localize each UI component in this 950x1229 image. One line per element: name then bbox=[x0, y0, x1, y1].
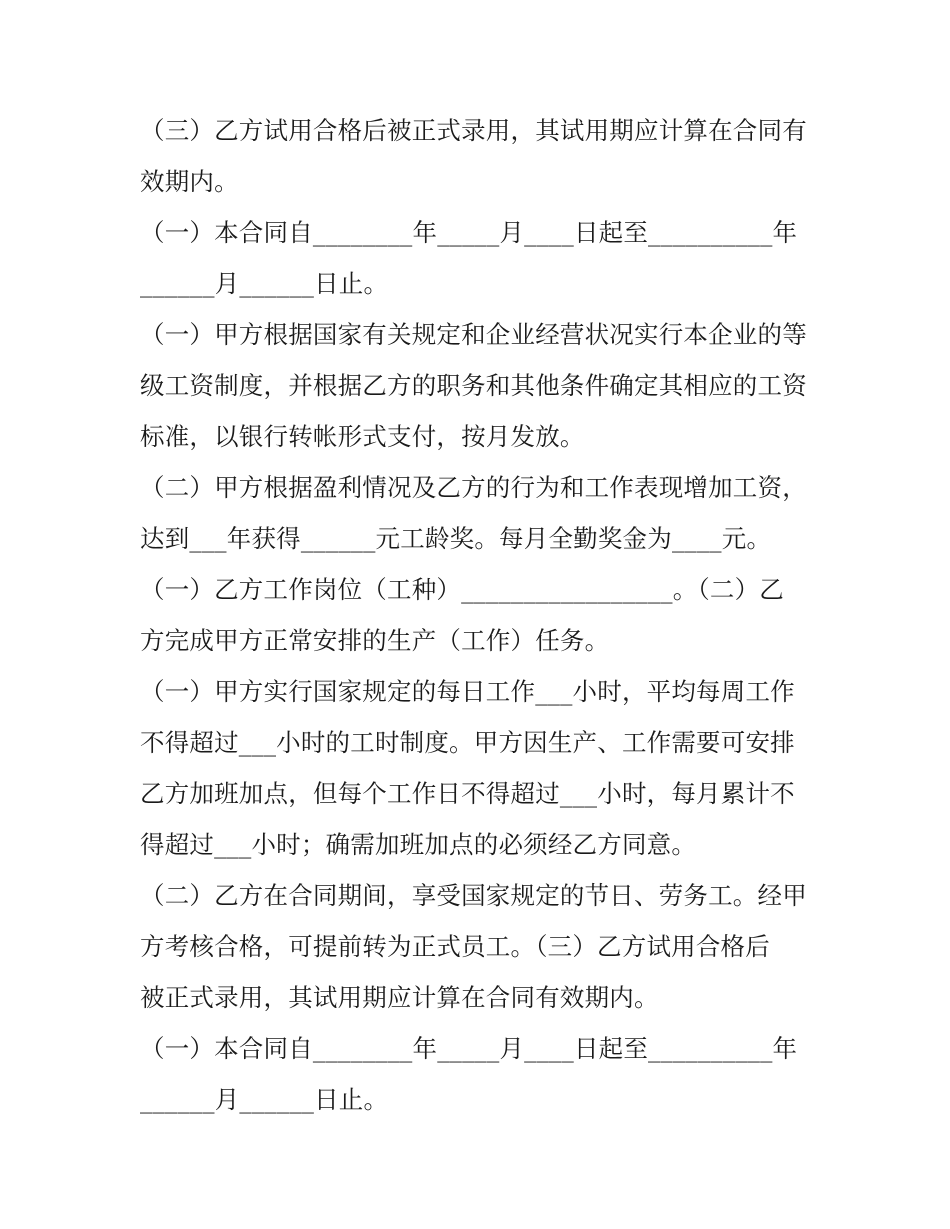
text-line: （一）甲方根据国家有关规定和企业经营状况实行本企业的等 bbox=[140, 320, 807, 349]
text-line: ______月______日止。 bbox=[140, 269, 389, 298]
document-body bbox=[140, 105, 820, 1125]
text-line: 达到___年获得______元工龄奖。每月全勤奖金为____元。 bbox=[140, 524, 772, 553]
paragraph-contract-term-repeat bbox=[140, 1023, 820, 1125]
paragraph-trial-period bbox=[140, 105, 820, 207]
text-line: （一）本合同自________年_____月____日起至__________年 bbox=[140, 1034, 798, 1063]
text-line: （二）乙方在合同期间，享受国家规定的节日、劳务工。经甲 bbox=[140, 881, 807, 910]
text-line: 效期内。 bbox=[140, 167, 239, 196]
text-line: （一）乙方工作岗位（工种）_________________。（二）乙 bbox=[140, 575, 784, 604]
text-line: 方完成甲方正常安排的生产（工作）任务。 bbox=[140, 626, 610, 655]
text-line: （一）本合同自________年_____月____日起至__________年 bbox=[140, 218, 798, 247]
text-line: （二）甲方根据盈利情况及乙方的行为和工作表现增加工资， bbox=[140, 473, 807, 502]
text-line: 被正式录用，其试用期应计算在合同有效期内。 bbox=[140, 983, 659, 1012]
text-line: （三）乙方试用合格后被正式录用，其试用期应计算在合同有 bbox=[140, 116, 807, 145]
paragraph-working-hours bbox=[140, 666, 820, 870]
text-line: （一）甲方实行国家规定的每日工作___小时，平均每周工作 bbox=[140, 677, 795, 706]
text-line: ______月______日止。 bbox=[140, 1085, 389, 1114]
paragraph-holidays-and-trial bbox=[140, 870, 820, 1023]
paragraph-wage-increase bbox=[140, 462, 820, 564]
paragraph-contract-term bbox=[140, 207, 820, 309]
text-line: 不得超过___小时的工时制度。甲方因生产、工作需要可安排 bbox=[140, 728, 795, 757]
text-line: 乙方加班加点，但每个工作日不得超过___小时，每月累计不 bbox=[140, 779, 795, 808]
text-line: 标准，以银行转帐形式支付，按月发放。 bbox=[140, 422, 585, 451]
text-line: 方考核合格，可提前转为正式员工。（三）乙方试用合格后 bbox=[140, 932, 770, 961]
text-line: 得超过___小时；确需加班加点的必须经乙方同意。 bbox=[140, 830, 697, 859]
paragraph-job-position bbox=[140, 564, 820, 666]
text-line: 级工资制度，并根据乙方的职务和其他条件确定其相应的工资 bbox=[140, 371, 807, 400]
paragraph-wage-system bbox=[140, 309, 820, 462]
